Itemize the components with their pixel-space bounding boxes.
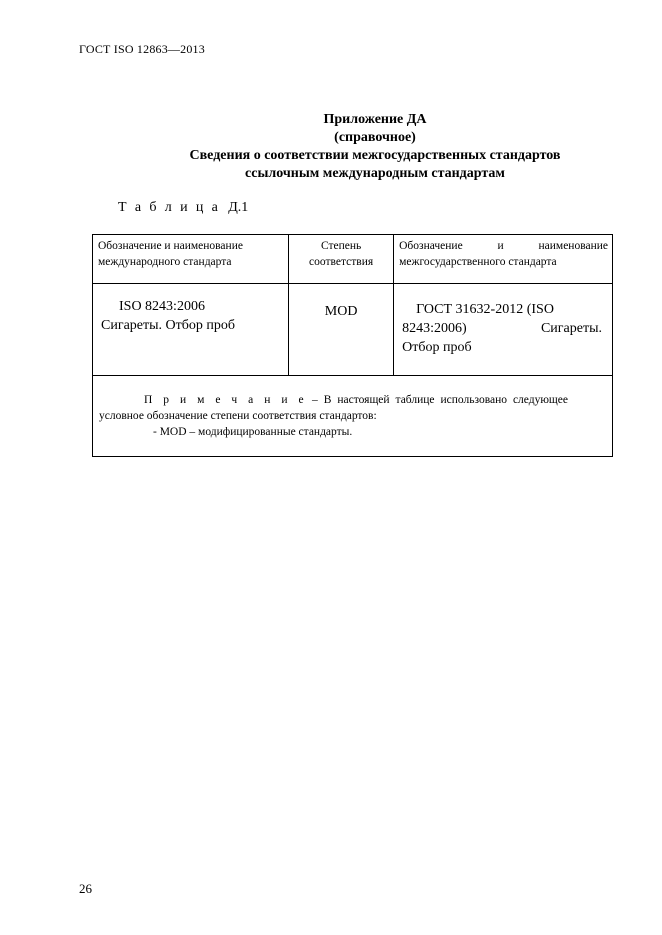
interstate-standard-line-3: Отбор проб <box>402 340 472 355</box>
header-degree-text: Степень соответствия <box>309 240 374 268</box>
appendix-type: (справочное) <box>334 130 416 145</box>
table-caption-number: Д.1 <box>228 200 249 215</box>
table-caption <box>118 200 248 216</box>
cell-degree <box>289 284 394 376</box>
note-line-1 <box>99 392 568 408</box>
note-text: – В настоящей таблице использовано следующее <box>306 394 568 406</box>
note-label: П р и м е ч а н и е <box>144 394 307 406</box>
international-standard-code: ISO 8243:2006 <box>119 299 205 314</box>
header-cell-degree <box>289 235 394 284</box>
standards-correspondence-table <box>92 234 613 457</box>
interstate-standard-line-2 <box>402 319 602 338</box>
degree-value: MOD <box>324 304 358 319</box>
interstate-standard-code: 8243:2006) <box>402 321 467 336</box>
appendix-heading <box>150 111 600 183</box>
note-item: - MOD – модифицированные стандарты. <box>153 426 353 438</box>
appendix-title: Приложение ДА <box>323 112 427 127</box>
header-interstate-text: Обозначение и наименование межгосударственного стандарта <box>399 240 608 268</box>
table-note-row <box>93 376 613 457</box>
appendix-heading-line-2: ссылочным международным стандартам <box>245 166 505 181</box>
cell-interstate-standard <box>394 284 613 376</box>
table-caption-label: Т а б л и ц а <box>118 200 221 215</box>
table-row <box>93 284 613 376</box>
header-cell-international <box>93 235 289 284</box>
note-cell <box>93 376 613 457</box>
header-international-text: Обозначение и наименование международного стандарта <box>98 240 243 268</box>
international-standard-name: Сигареты. Отбор проб <box>101 318 235 333</box>
document-id: ГОСТ ISO 12863—2013 <box>79 42 205 56</box>
appendix-heading-line-1: Сведения о соответствии межгосударственных стандартов <box>189 148 561 163</box>
page-number: 26 <box>79 881 92 896</box>
interstate-standard-name-part: Сигареты. <box>540 321 602 336</box>
note-line-2: условное обозначение степени соответствия стандартов: <box>99 410 377 422</box>
header-cell-interstate <box>394 235 613 284</box>
cell-international-standard <box>93 284 289 376</box>
table-header-row <box>93 235 613 284</box>
interstate-standard-line-1: ГОСТ 31632-2012 (ISO <box>416 302 554 317</box>
